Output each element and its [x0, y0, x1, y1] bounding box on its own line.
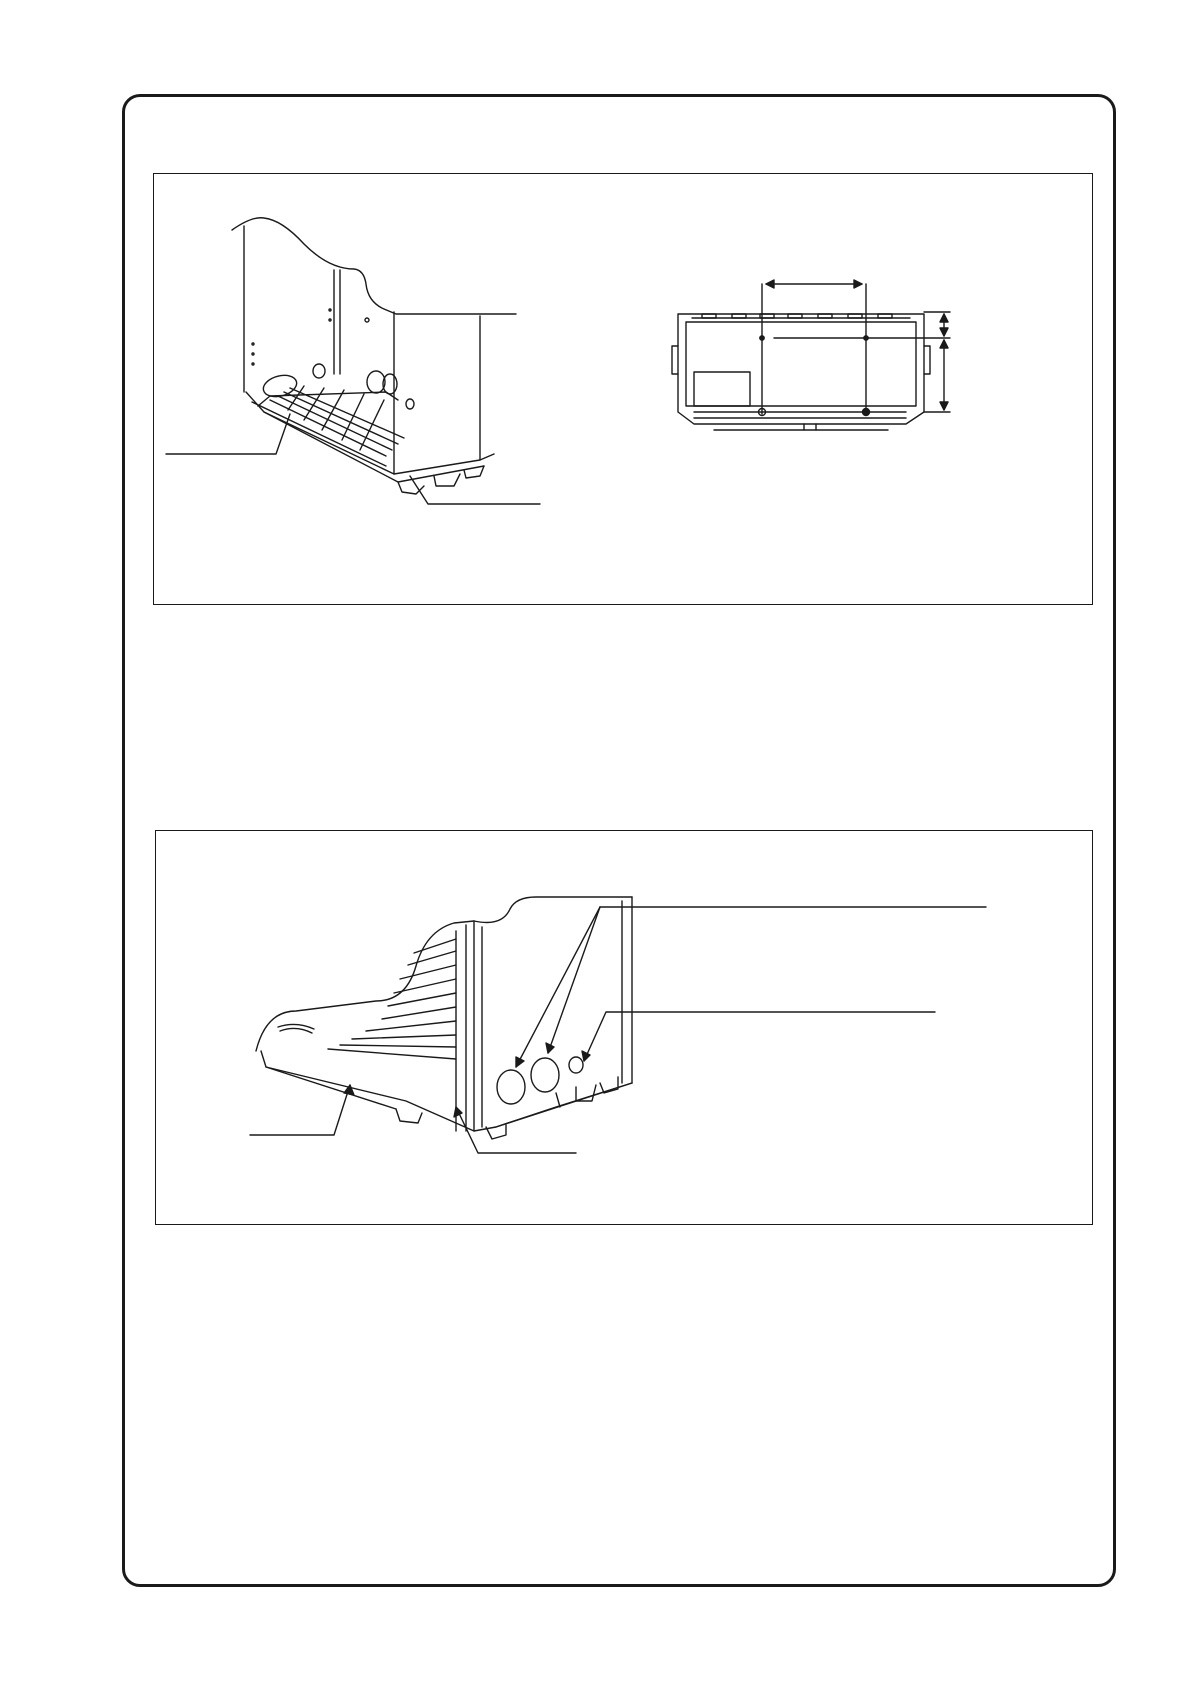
unit-base-plan-view-drawing — [672, 280, 950, 430]
figure-bottom-svg — [156, 831, 1094, 1226]
callout-leader-base — [250, 1085, 350, 1135]
unit-lower-corner-drawing — [250, 897, 986, 1153]
figure-top-box — [153, 173, 1093, 605]
callout-leader-opening-2 — [548, 907, 600, 1053]
figure-bottom-box — [155, 830, 1093, 1225]
callout-leader-tray — [166, 414, 290, 454]
callout-leader-small-opening — [584, 1012, 935, 1061]
callout-leader-opening-1 — [516, 907, 600, 1067]
callout-leader-foot — [410, 476, 540, 504]
unit-base-perspective-drawing — [166, 218, 540, 504]
figure-top-svg — [154, 174, 1094, 606]
